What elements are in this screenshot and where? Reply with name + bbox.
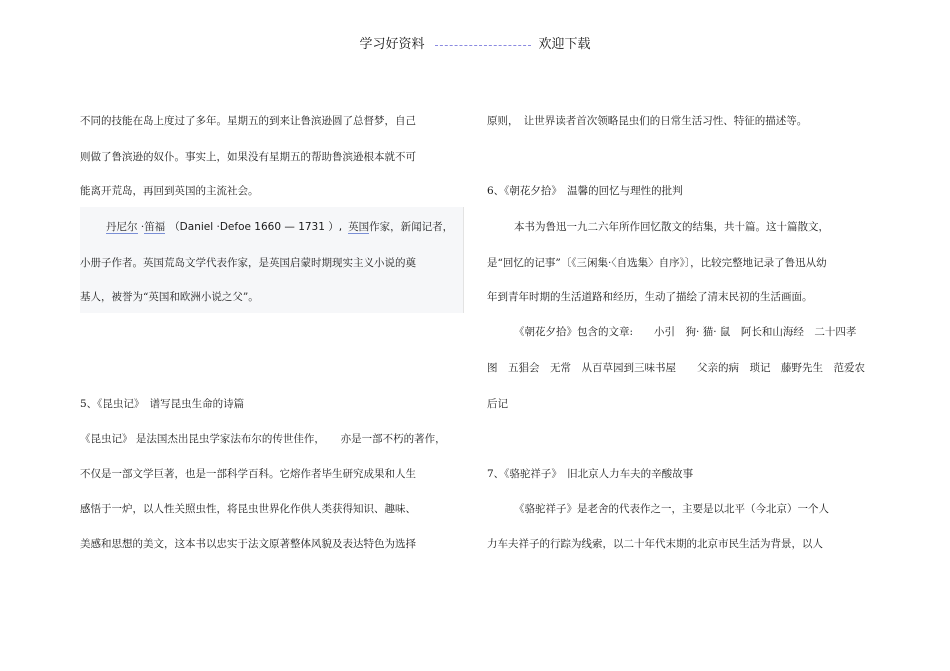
author-note-line <box>106 220 453 234</box>
page-header <box>0 33 950 55</box>
section-5-line: 感悟于一炉，以人性关照虫性，将昆虫世界化作供人类获得知识、趣味、 <box>80 503 416 515</box>
header-dashed-rule <box>435 45 531 46</box>
section-6-line: 是“回忆的记事”〔《三闲集·〈自选集〉自序》〕，比较完整地记录了鲁迅从幼 <box>487 257 827 269</box>
left-paragraph-line: 则做了鲁滨逊的奴仆。事实上，如果没有星期五的帮助鲁滨逊根本就不可 <box>80 151 416 163</box>
author-note-line: 小册子作者。英国荒岛文学代表作家，是英国启蒙时期现实主义小说的奠 <box>80 257 416 269</box>
section-6-line: 图 五猖会 无常 从百草园到三味书屋 父亲的病 琐记 藤野先生 范爱农 <box>487 362 865 374</box>
author-note-line: 基人，被誉为“英国和欧洲小说之父”。 <box>80 291 259 303</box>
left-paragraph-line: 能离开荒岛，再回到英国的主流社会。 <box>80 185 259 197</box>
author-roles: 作家，新闻记者， <box>369 221 454 233</box>
header-right-text: 欢迎下载 <box>538 37 591 52</box>
section-6-heading: 6、《朝花夕拾》 温馨的回忆与理性的批判 <box>487 185 683 197</box>
section-5-line: 美感和思想的美文，这本书以忠实于法文原著整体风貌及表达特色为选择 <box>80 538 416 550</box>
left-paragraph-line: 不同的技能在岛上度过了多年。星期五的到来让鲁滨逊圆了总督梦，自己 <box>80 115 416 127</box>
section-7-line: 《骆驼祥子》是老舍的代表作之一，主要是以北平（今北京）一个人 <box>514 503 829 515</box>
section-6-line: 后记 <box>487 398 508 410</box>
section-6-line: 《朝花夕拾》包含的文章: 小引 狗· 猫· 鼠 阿长和山海经 二十四孝 <box>514 326 857 338</box>
header-left-text: 学习好资料 <box>359 37 425 52</box>
author-name-link[interactable]: 丹尼尔 <box>106 221 138 233</box>
section-5-heading: 5、《昆虫记》 谱写昆虫生命的诗篇 <box>80 398 245 410</box>
section-6-line: 年到青年时期的生活道路和经历，生动了描绘了清末民初的生活画面。 <box>487 291 813 303</box>
country-link[interactable]: 英国 <box>348 221 370 233</box>
section-7-line: 力车夫祥子的行踪为线索，以二十年代末期的北京市民生活为背景，以人 <box>487 538 823 550</box>
author-dates: （Daniel ·Defoe 1660 — 1731 ）, <box>169 221 343 233</box>
section-6-line: 本书为鲁迅一九二六年所作回忆散文的结集，共十篇。这十篇散文， <box>514 221 829 233</box>
author-surname-link[interactable]: 笛福 <box>144 221 166 233</box>
section-7-heading: 7、《骆驼祥子》 旧北京人力车夫的辛酸故事 <box>487 468 694 480</box>
section-5-line: 不仅是一部文学巨著，也是一部科学百科。它熔作者毕生研究成果和人生 <box>80 468 416 480</box>
name-separator: · <box>137 221 145 233</box>
right-paragraph-line: 原则， 让世界读者首次领略昆虫们的日常生活习性、特征的描述等。 <box>487 115 808 127</box>
section-5-line: 《昆虫记》 是法国杰出昆虫学家法布尔的传世佳作， 亦是一部不朽的著作， <box>80 433 446 445</box>
